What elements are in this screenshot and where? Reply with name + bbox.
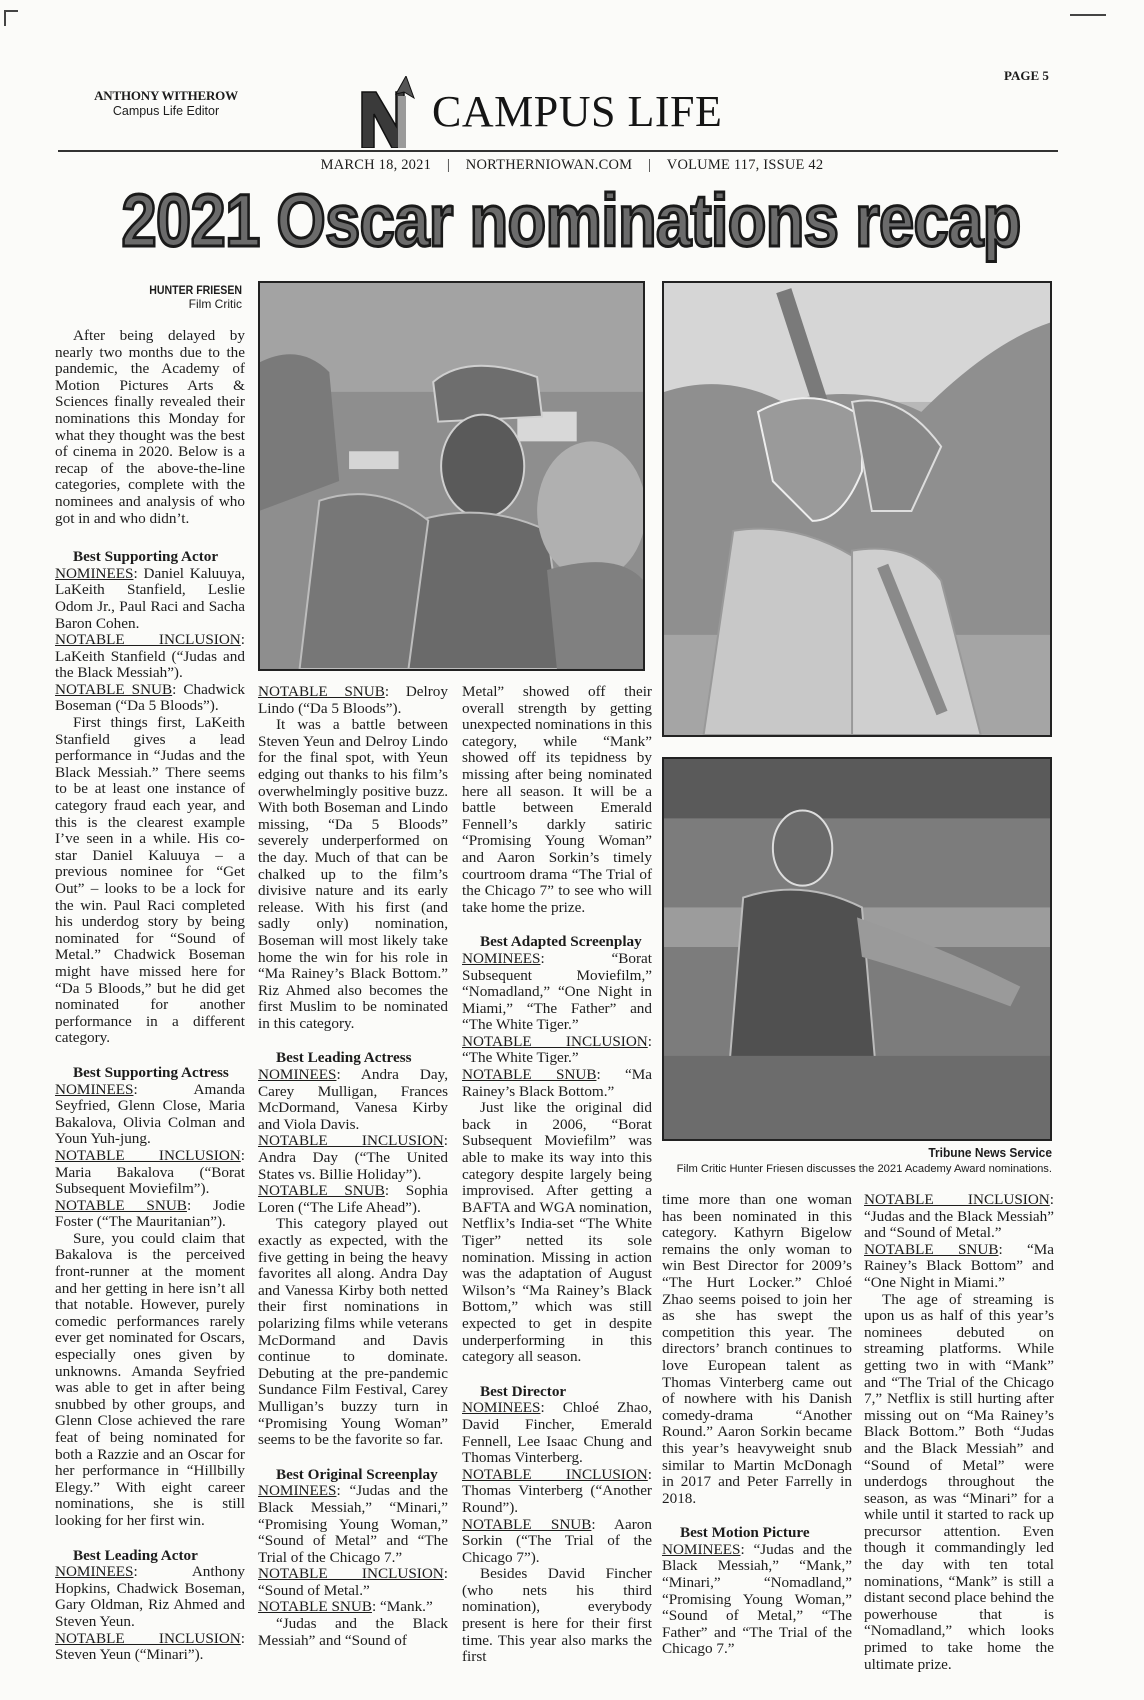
byline <box>60 283 242 311</box>
section-logo <box>360 64 780 152</box>
snub-line: NOTABLE SNUB: Aaron Sorkin (“The Trial of the Chicago 7”). <box>462 1515 652 1566</box>
snub-line: NOTABLE SNUB: “Ma Rainey’s Black Bottom” and “One Night in Miami.” <box>864 1240 1054 1291</box>
article-column-3 <box>462 684 652 1666</box>
analysis-paragraph: It was a battle between Steven Yeun and Delroy Lindo for the final spot, with Yeun edging out thanks to his film’s overwhelmingly positive buzz. With both Boseman and Lindo missing, “Da 5 Bloods” severely underperformed on the day. Much of that can be chalked up to the film’s divisive nature and its early release. With his first (and sadly only) nomination, Boseman will most likely take home the win for his role in “Ma Rainey’s Black Bottom.” Riz Ahmed also becomes the first Muslim to be nominated in this category. <box>258 716 448 1032</box>
editor-role: Campus Life Editor <box>112 104 220 118</box>
category-heading: Best Original Screenplay <box>276 1465 438 1483</box>
article-column-4 <box>662 1192 852 1658</box>
page-number: PAGE 5 <box>1004 68 1049 83</box>
section-title: CAMPUS LIFE <box>432 87 723 136</box>
photo-credit: Tribune News Service <box>928 1145 1052 1160</box>
inclusion-line: NOTABLE INCLUSION: Andra Day (“The United States vs. Billie Holiday”). <box>258 1132 448 1183</box>
photo-image <box>664 283 1050 735</box>
crop-mark <box>4 10 18 26</box>
category-heading: Best Motion Picture <box>680 1524 810 1542</box>
category-heading: Best Supporting Actor <box>73 548 219 566</box>
snub-line: NOTABLE SNUB: Jodie Foster (“The Mauritanian”). <box>55 1196 245 1231</box>
inclusion-line: NOTABLE INCLUSION: Steven Yeun (“Minari”). <box>55 1629 245 1664</box>
inclusion-line: NOTABLE INCLUSION: “The White Tiger.” <box>462 1032 652 1067</box>
inclusion-line: NOTABLE INCLUSION: LaKeith Stanfield (“Judas and the Black Messiah”). <box>55 631 245 682</box>
analysis-paragraph: Just like the original did back in 2006, “Borat Subsequent Moviefilm” was able to make its way into this category despite largely being improvised. After getting a BAFTA and WGA nomination, Netflix’s India-set “The White Tiger” netted its sole nomination. Missing in action was the adaptation of August Wilson’s “Ma Rainey’s Black Bottom,” which was still expected to get in despite underperforming in this category all season. <box>462 1099 652 1366</box>
photo-caption: Film Critic Hunter Friesen discusses the 2021 Academy Award nominations. <box>676 1163 1052 1175</box>
nominees-line: NOMINEES: “Borat Subsequent Moviefilm,” “Nomadland,” “One Night in Miami,” “The Father” and “The White Tiger.” <box>462 949 652 1034</box>
separator: | <box>446 157 450 173</box>
analysis-paragraph: “Judas and the Black Messiah” and “Sound of <box>258 1615 448 1649</box>
photo-image <box>260 283 643 669</box>
nominees-line: NOMINEES: “Judas and the Black Messiah,” “Minari,” “Promising Young Woman,” “Sound of Metal” and “The Trial of the Chicago 7.” <box>258 1482 448 1566</box>
nominees-line: NOMINEES: Anthony Hopkins, Chadwick Boseman, Gary Oldman, Riz Ahmed and Steven Yeun. <box>55 1563 245 1630</box>
analysis-paragraph: This category played out exactly as expected, with the five getting in being the heavy favorites all along. Andra Day and Vanessa Kirby both netted their first nominations in polarizing films while veterans McDormand and Davis continue to dominate. Debuting at the pre-pandemic Sundance Film Festival, Carey Mulligan’s buzzy turn in “Promising Young Woman” seems to be the favorite so far. <box>258 1215 448 1449</box>
photo-soldiers <box>258 281 645 671</box>
nominees-line: NOMINEES: Amanda Seyfried, Glenn Close, Maria Bakalova, Olivia Colman and Youn Yuh-jung. <box>55 1080 245 1148</box>
inclusion-line: NOTABLE INCLUSION: “Judas and the Black Messiah” and “Sound of Metal.” <box>864 1191 1054 1242</box>
category-heading: Best Leading Actor <box>73 1546 198 1564</box>
nominees-line: NOMINEES: Chloé Zhao, David Fincher, Emerald Fennell, Lee Isaac Chung and Thomas Vinterberg. <box>462 1399 652 1467</box>
analysis-paragraph: Besides David Fincher (who nets his third nomination), everybody present is here for their first time. This year also marks the first <box>462 1565 652 1666</box>
author-role: Film Critic <box>188 297 242 311</box>
article-column-1 <box>55 328 245 1664</box>
category-heading: Best Adapted Screenplay <box>480 933 642 951</box>
snub-line: NOTABLE SNUB: Chadwick Boseman (“Da 5 Bloods”). <box>55 680 245 715</box>
photo-young-man-seated <box>662 757 1052 1141</box>
photo-boy-with-bat <box>662 281 1052 737</box>
snub-line: NOTABLE SNUB: Delroy Lindo (“Da 5 Bloods”). <box>258 683 448 717</box>
article-headline: 2021 Oscar nominations recap <box>121 179 1021 262</box>
analysis-paragraph: The age of streaming is upon us as half of this year’s nominees debuted on streaming platforms. While getting two in with “Mank” and “The Trial of the Chicago 7,” Netflix is still hurting after missing out on “Ma Rainey’s Black Bottom.” Both “Judas and the Black Messiah” and “Sound of Metal” were underdogs throughout the season, as was “Minari” for a while until it started to rack up precursor attention. Even though it commandingly led the day with ten total nominations, “Mank” is still a distant second place behind the powerhouse that is “Nomadland,” which looks primed to take home the ultimate prize. <box>864 1290 1054 1673</box>
nominees-line: NOMINEES: “Judas and the Black Messiah,” “Mank,” “Minari,” “Nomadland,” “Promising Young Woman,” “Sound of Metal,” “The Father” and “The Trial of the Chicago 7.” <box>662 1540 852 1658</box>
snub-line: NOTABLE SNUB: “Ma Rainey’s Black Bottom.” <box>462 1066 652 1100</box>
crop-mark <box>1070 14 1106 16</box>
article-column-2 <box>258 684 448 1649</box>
northern-iowan-n-logo-icon <box>360 76 416 148</box>
snub-line: NOTABLE SNUB: “Mank.” <box>258 1598 433 1616</box>
dateline <box>0 157 1144 174</box>
category-heading: Best Director <box>480 1382 567 1400</box>
analysis-paragraph-continued: Metal” showed off their overall strength by getting unexpected nominations in this category, while “Mank” showed off its tepidness by missing after being nominated here all season. It will be a battle between Emerald Fennell’s darkly satiric “Promising Young Woman” and Aaron Sorkin’s timely courtroom drama “The Trial of the Chicago 7” to see who will take home the prize. <box>462 683 652 916</box>
intro-paragraph: After being delayed by nearly two months due to the pandemic, the Academy of Motion Pictures Arts & Sciences finally revealed their nominations this Monday for what they thought was the best of cinema in 2020. Below is a recap of the above-the-line categories, complete with the nominees and analysis of who got in and who didn’t. <box>55 327 245 527</box>
author-name: HUNTER FRIESEN <box>149 283 242 297</box>
analysis-paragraph-continued: time more than one woman has been nominated in this category. Kathyrn Bigelow remains the only woman to win Best Director for 2009’s “The Hurt Locker.” Chloé Zhao seems poised to join her as she has swept the competition this year. The directors’ branch continues to love European talent as Thomas Vinterberg came out of nowhere with his Danish comedy-drama “Another Round.” Aaron Sorkin became this year’s heavyweight snub similar to Martin McDonagh in 2017 and Peter Farrelly in 2018. <box>662 1191 852 1507</box>
nominees-line: NOMINEES: Daniel Kaluuya, LaKeith Stanfield, Leslie Odom Jr., Paul Raci and Sacha Baron Cohen. <box>55 564 245 632</box>
editor-credit <box>66 88 266 118</box>
website: NORTHERNIOWAN.COM <box>465 157 633 173</box>
category-heading: Best Supporting Actress <box>73 1063 229 1081</box>
analysis-paragraph: First things first, LaKeith Stanfield gives a lead performance in “Judas and the Black Messiah.” There seems to be at least one instance of category fraud each year, and this is the clearest example I’ve seen in a while. His co-star Daniel Kaluuya – a previous nominee for “Get Out” – looks to be a lock for the win. Paul Raci completed his underdog story by being nominated for “Sound of Metal.” Chadwick Boseman might have missed here for “Da 5 Bloods,” but he did get nominated for another performance in a different category. <box>55 714 245 1047</box>
photo-image <box>664 759 1050 1139</box>
category-heading: Best Leading Actress <box>276 1049 412 1067</box>
nominees-label: NOMINEES <box>55 564 134 582</box>
inclusion-label: NOTABLE INCLUSION <box>55 631 241 649</box>
snub-label: NOTABLE SNUB <box>55 680 173 698</box>
issue-date: MARCH 18, 2021 <box>320 157 432 173</box>
article-column-5 <box>864 1192 1054 1673</box>
editor-name: ANTHONY WITHEROW <box>94 88 238 103</box>
volume-issue: VOLUME 117, ISSUE 42 <box>666 157 824 173</box>
analysis-paragraph: Sure, you could claim that Bakalova is the perceived front-runner at the moment and her getting in here isn’t all that notable. However, purely comedic performances rarely ever get nominated for Oscars, especially ones given by unknowns. Amanda Seyfried was able to get in after being snubbed by other groups, and Glenn Close achieved the rare feat of being nominated for both a Razzie and an Oscar for her performance in “Hillbilly Elegy.” With eight career nominations, she is still looking for her first win. <box>55 1229 245 1529</box>
nominees-line: NOMINEES: Andra Day, Carey Mulligan, Frances McDormand, Vanesa Kirby and Viola Davis. <box>258 1066 448 1133</box>
inclusion-line: NOTABLE INCLUSION: “Sound of Metal.” <box>258 1565 448 1599</box>
separator: | <box>648 157 652 173</box>
inclusion-line: NOTABLE INCLUSION: Thomas Vinterberg (“Another Round”). <box>462 1465 652 1516</box>
inclusion-line: NOTABLE INCLUSION: Maria Bakalova (“Borat Subsequent Moviefilm”). <box>55 1146 245 1198</box>
header-rule <box>58 150 1058 152</box>
snub-line: NOTABLE SNUB: Sophia Loren (“The Life Ahead”). <box>258 1182 448 1216</box>
